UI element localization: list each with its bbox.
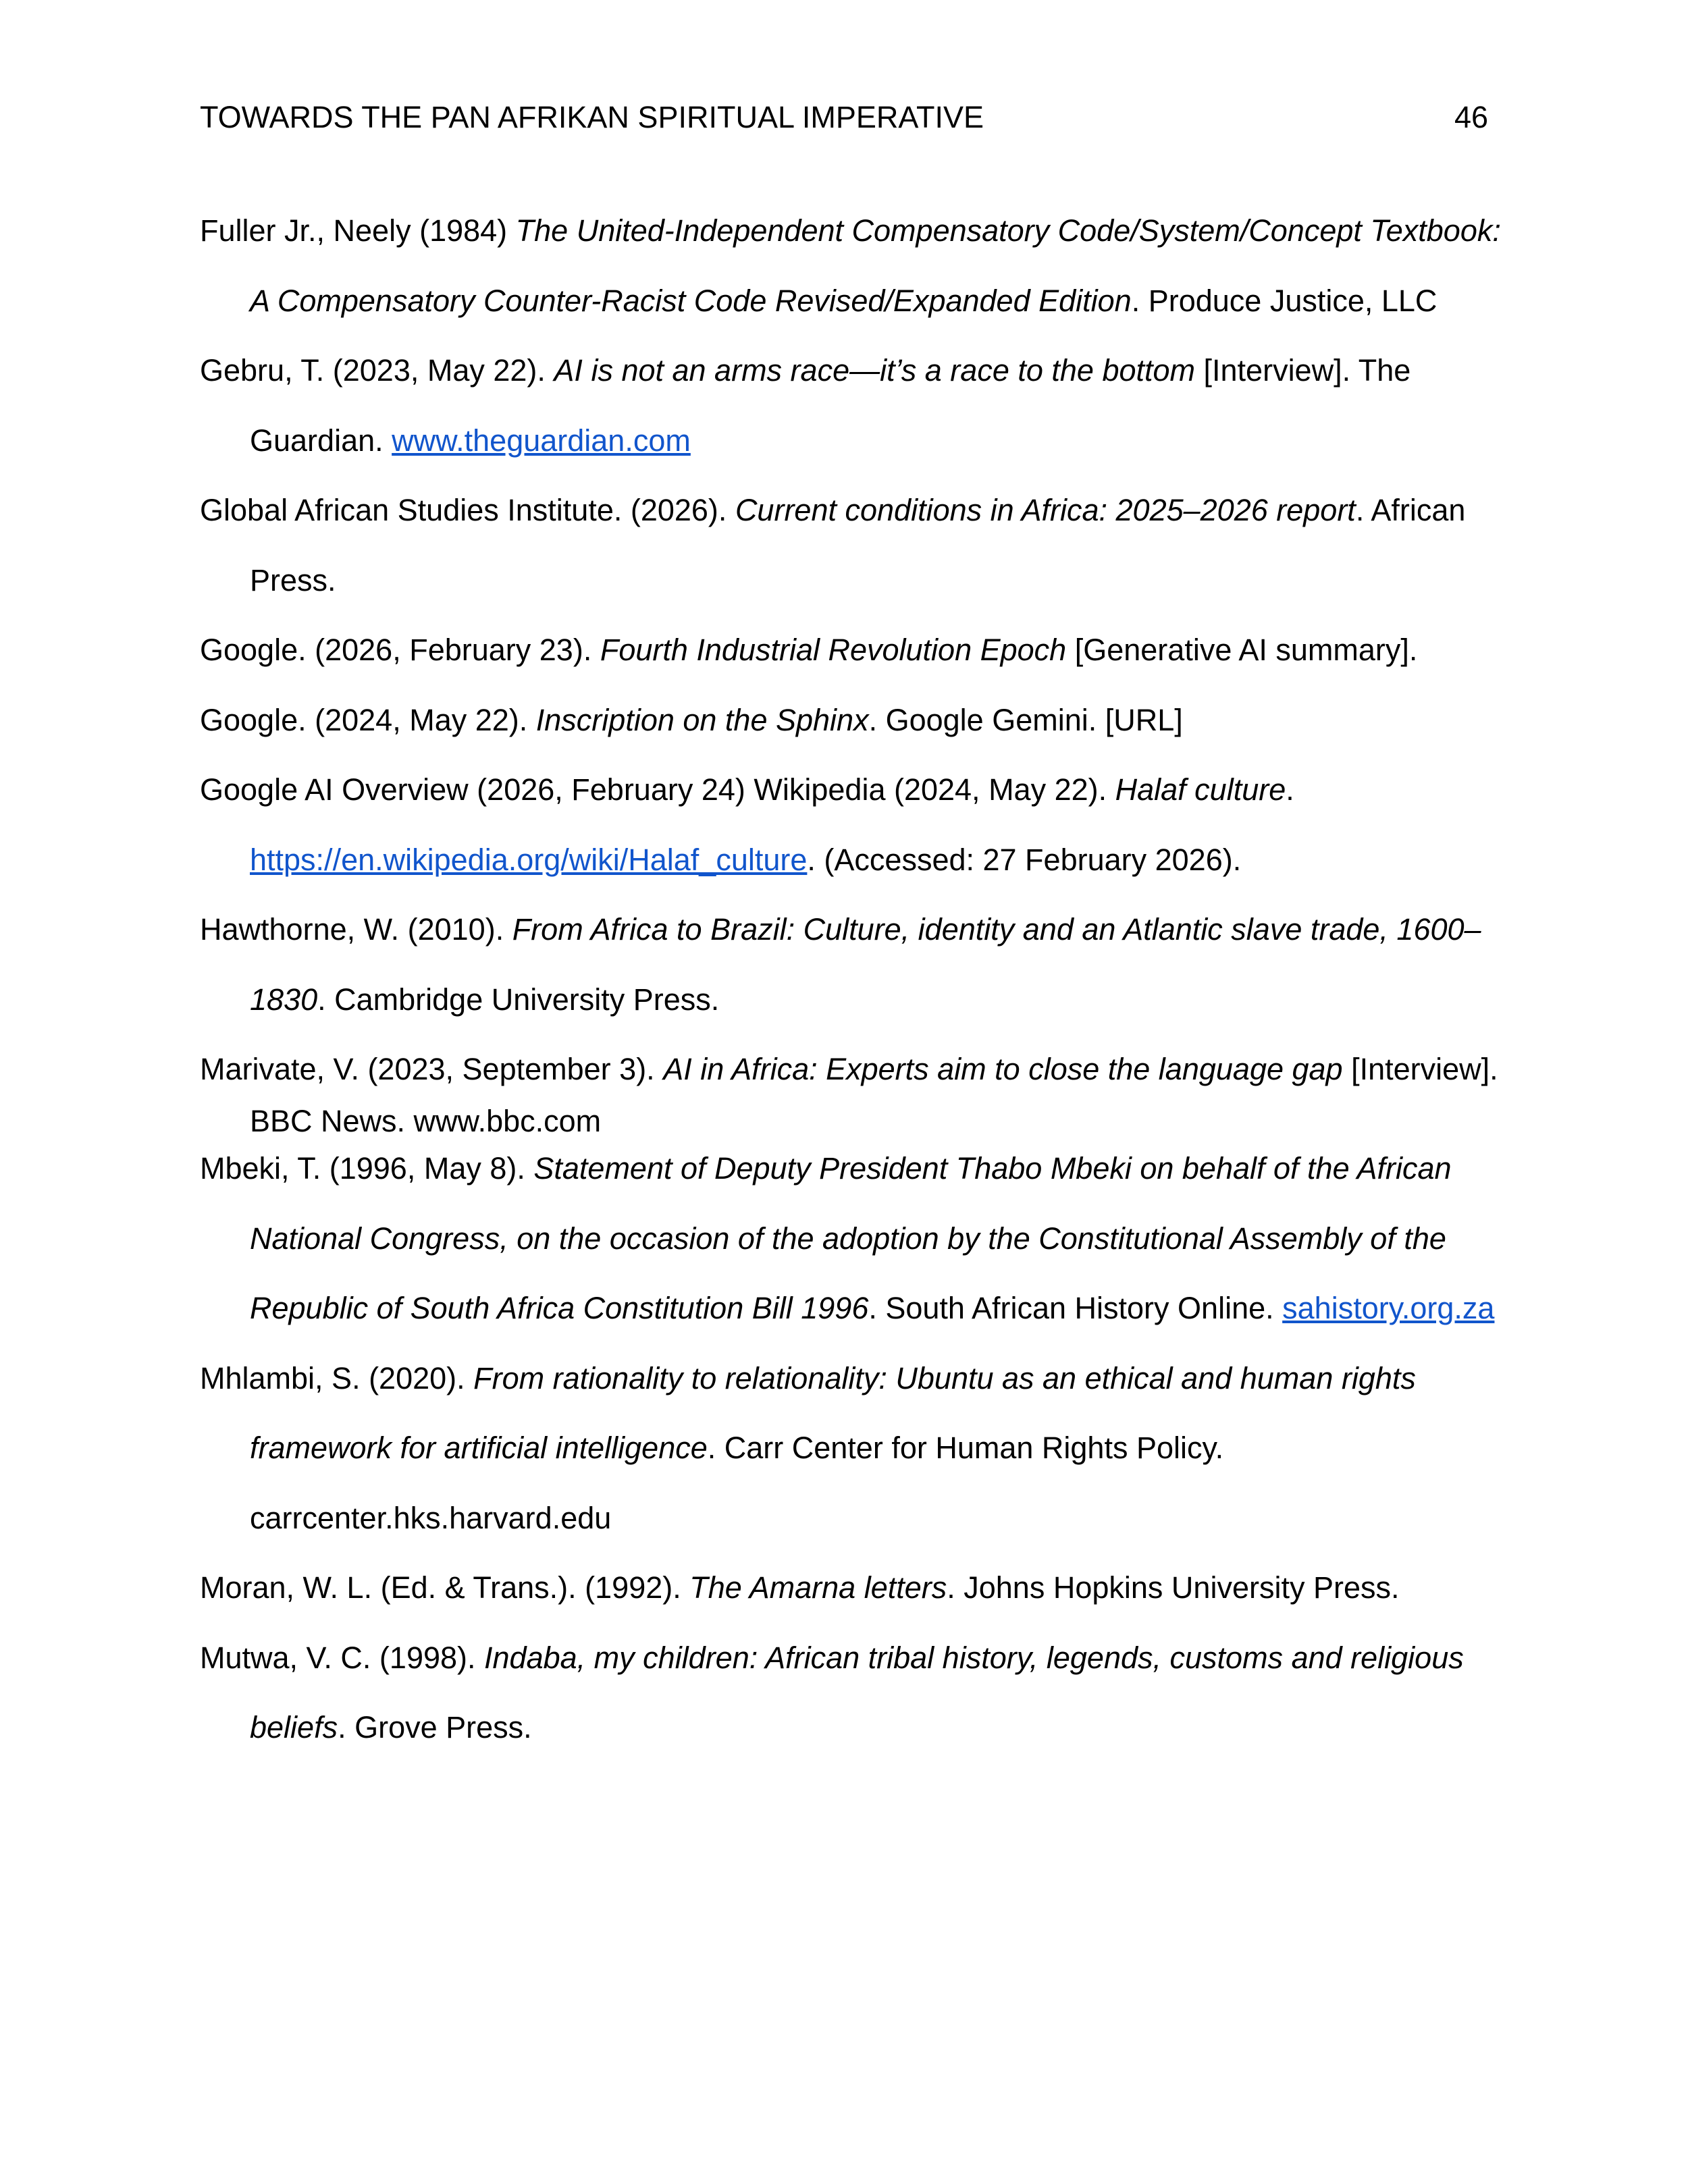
ref-author-date: Mbeki, T. (1996, May 8).: [200, 1151, 534, 1186]
ref-author-date: Google. (2024, May 22).: [200, 702, 536, 737]
reference-entry: [200, 1623, 1503, 1763]
reference-entry: [200, 1343, 1503, 1553]
reference-list: [200, 196, 1503, 1763]
ref-title: Current conditions in Africa: 2025–2026 report: [735, 493, 1356, 527]
reference-entry: [200, 895, 1503, 1034]
reference-entry: [200, 1553, 1503, 1623]
ref-source: .: [1286, 772, 1294, 807]
ref-author-date: Fuller Jr., Neely (1984): [200, 213, 516, 248]
ref-source: . Johns Hopkins University Press.: [947, 1570, 1400, 1605]
ref-source: . African Press.: [250, 493, 1466, 597]
ref-link[interactable]: sahistory.org.za: [1282, 1291, 1495, 1325]
ref-author-date: Mhlambi, S. (2020).: [200, 1360, 474, 1395]
ref-source: [Interview]. The Guardian.: [250, 353, 1411, 458]
ref-accessed: . (Accessed: 27 February 2026).: [807, 842, 1242, 877]
ref-title: Inscription on the Sphinx: [535, 702, 869, 737]
ref-source: . Google Gemini. [URL]: [868, 702, 1183, 737]
ref-title: From Africa to Brazil: Culture, identity and an Atlantic slave trade, 1600–1830: [250, 912, 1481, 1017]
ref-source: . Carr Center for Human Rights Policy. carrcenter.hks.harvard.edu: [250, 1431, 1224, 1535]
reference-entry: [200, 475, 1503, 615]
ref-title: Statement of Deputy President Thabo Mbeki on behalf of the African National Congress, on the occasion of the adoption by the Constitutional Assembly of the Republic of South Africa Constitution Bill 1996: [250, 1151, 1452, 1325]
reference-entry: [200, 336, 1503, 475]
ref-author-date: Google AI Overview (2026, February 24) Wikipedia (2024, May 22).: [200, 772, 1115, 807]
ref-source: [Interview]. BBC News. www.bbc.com: [250, 1052, 1498, 1138]
ref-author-date: Global African Studies Institute. (2026).: [200, 493, 735, 527]
ref-source: [Generative AI summary].: [1066, 633, 1418, 667]
ref-author-date: Google. (2026, February 23).: [200, 633, 600, 667]
ref-author-date: Gebru, T. (2023, May 22).: [200, 353, 554, 388]
ref-title: The United-Independent Compensatory Code/System/Concept Textbook: A Compensatory Counter-Racist Code Revised/Expanded Edition: [250, 213, 1501, 318]
ref-link[interactable]: https://en.wikipedia.org/wiki/Halaf_culture: [250, 842, 808, 877]
reference-entry: [200, 615, 1503, 685]
reference-entry: [200, 1034, 1503, 1147]
ref-author-date: Marivate, V. (2023, September 3).: [200, 1052, 664, 1086]
ref-title: From rationality to relationality: Ubuntu as an ethical and human rights framework for artificial intelligence: [250, 1360, 1416, 1465]
ref-title: Halaf culture: [1115, 772, 1286, 807]
ref-author-date: Mutwa, V. C. (1998).: [200, 1640, 485, 1675]
reference-entry: [200, 755, 1503, 895]
ref-title: Fourth Industrial Revolution Epoch: [600, 633, 1067, 667]
page-number: 46: [1454, 100, 1488, 134]
ref-source: . Cambridge University Press.: [317, 982, 720, 1017]
ref-link[interactable]: www.theguardian.com: [392, 423, 691, 458]
ref-title: AI is not an arms race—it’s a race to the bottom: [554, 353, 1196, 388]
ref-author-date: Moran, W. L. (Ed. & Trans.). (1992).: [200, 1570, 690, 1605]
ref-title: The Amarna letters: [689, 1570, 947, 1605]
ref-title: AI in Africa: Experts aim to close the language gap: [663, 1052, 1343, 1086]
reference-entry: [200, 685, 1503, 755]
reference-entry: [200, 196, 1503, 336]
ref-source: . Grove Press.: [338, 1710, 532, 1744]
running-header: [200, 97, 1488, 138]
ref-source: . South African History Online.: [868, 1291, 1283, 1325]
ref-title: Indaba, my children: African tribal history, legends, customs and religious beliefs: [250, 1640, 1464, 1744]
ref-author-date: Hawthorne, W. (2010).: [200, 912, 512, 947]
ref-source: . Produce Justice, LLC: [1131, 283, 1438, 318]
reference-entry: [200, 1134, 1503, 1343]
running-head-title: TOWARDS THE PAN AFRIKAN SPIRITUAL IMPERATIVE: [200, 100, 984, 134]
